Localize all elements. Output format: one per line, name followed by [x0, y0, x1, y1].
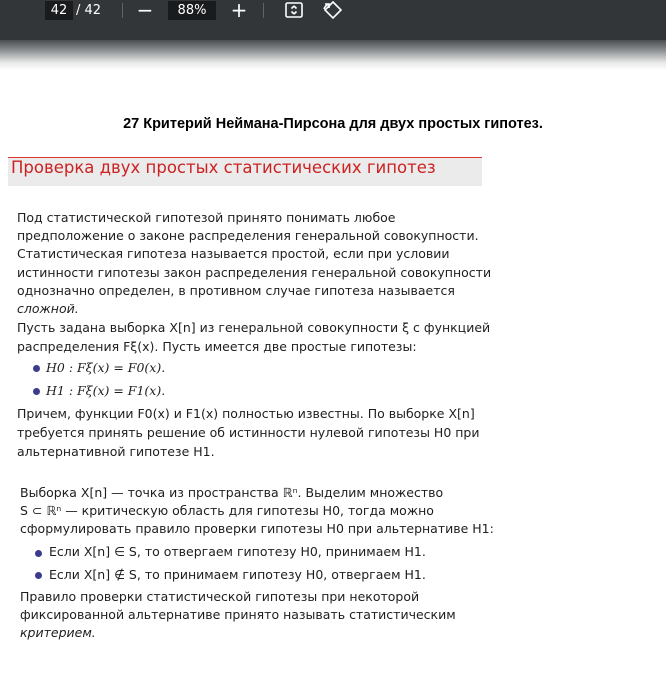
toolbar-divider — [263, 3, 264, 18]
text-line: фиксированной альтернативе принято называть статистическим — [20, 607, 456, 622]
toolbar-divider — [122, 3, 123, 18]
zoom-out-button[interactable]: − — [136, 0, 154, 22]
bullet-icon — [35, 572, 42, 579]
page-number-input[interactable]: 42 — [45, 1, 73, 20]
text-line: Выборка X[n] — точка из пространства ℝⁿ. Выделим множество — [20, 485, 444, 500]
page-total: / 42 — [76, 3, 102, 18]
bullet-icon — [33, 365, 40, 372]
bullet-icon — [35, 550, 42, 557]
list-item: Если X[n] ∉ S, то принимаем гипотезу H0, отвергаем H1. — [49, 567, 426, 582]
list-item: H1 : Fξ(x) = F1(x). — [46, 383, 166, 398]
bullet-icon — [33, 388, 40, 395]
fit-page-icon[interactable] — [284, 0, 304, 24]
text-line: сложной. — [17, 301, 79, 316]
text-line: однозначно определен, в противном случае гипотеза называется — [17, 283, 455, 298]
text-line: Причем, функции F0(x) и F1(x) полностью известны. По выборке X[n] — [17, 406, 475, 421]
list-item: H0 : Fξ(x) = F0(x). — [46, 360, 166, 375]
text-line: альтернативной гипотезе H1. — [17, 444, 215, 459]
text-line: критерием. — [20, 625, 96, 640]
text-line: Правило проверки статистической гипотезы при некоторой — [20, 589, 420, 604]
zoom-in-button[interactable]: + — [230, 0, 248, 22]
text-line: Пусть задана выборка X[n] из генеральной совокупности ξ с функцией — [17, 320, 491, 335]
text-line: истинности гипотезы закон распределения генеральной совокупности — [17, 265, 492, 280]
zoom-input[interactable]: 88% — [168, 1, 216, 20]
page-heading: 27 Критерий Неймана-Пирсона для двух простых гипотез. — [123, 116, 543, 132]
text-line: Под статистической гипотезой принято понимать любое — [17, 210, 396, 225]
text-line: сформулировать правило проверки гипотезы H0 при альтернативе H1: — [20, 521, 494, 536]
text-line: Статистическая гипотеза называется простой, если при условии — [17, 246, 450, 261]
viewer-gutter — [0, 40, 666, 70]
pdf-toolbar — [0, 0, 666, 40]
rotate-icon[interactable] — [322, 0, 344, 24]
text-line: распределения Fξ(x). Пусть имеется две простые гипотезы: — [17, 339, 417, 354]
text-line: предположение о законе распределения генеральной совокупности. — [17, 228, 479, 243]
slide-title: Проверка двух простых статистических гипотез — [11, 158, 436, 177]
list-item: Если X[n] ∈ S, то отвергаем гипотезу H0, принимаем H1. — [49, 544, 426, 559]
text-line: S ⊂ ℝⁿ — критическую область для гипотезы H0, тогда можно — [20, 503, 434, 518]
text-line: требуется принять решение об истинности нулевой гипотезы H0 при — [17, 425, 480, 440]
